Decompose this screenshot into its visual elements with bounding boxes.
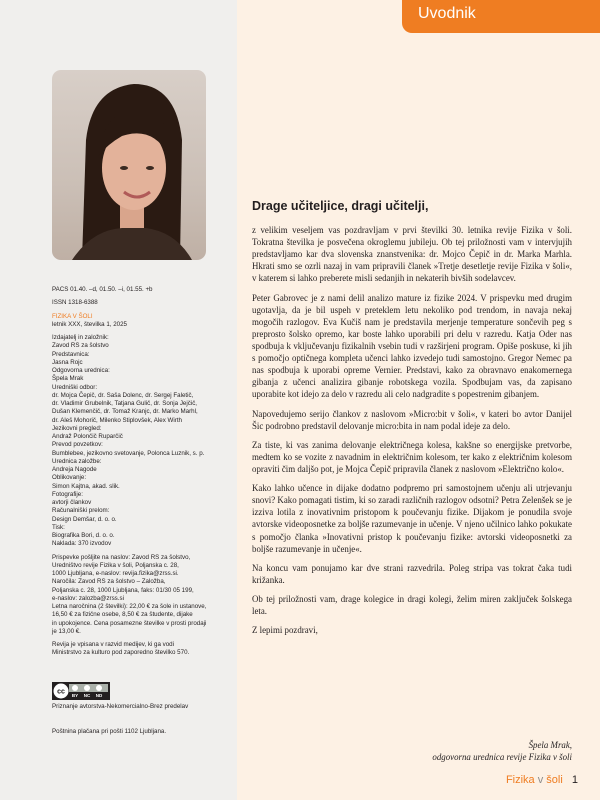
license-text: Priznanje avtorstva-Nekomercialno-Brez predelav <box>52 703 189 710</box>
address-block <box>52 554 234 637</box>
article-paragraph: Ob tej priložnosti vam, drage kolegice in dragi kolegi, želim miren zaključek šolskega leta. <box>252 593 572 617</box>
cc-license-badge <box>52 682 110 700</box>
address-line: Letna naročnina (2 številki): 22,00 € za šole in ustanove, <box>52 603 207 610</box>
staff-line: Špela Mrak <box>52 375 84 383</box>
staff-line: Fotografije: <box>52 490 83 498</box>
portrait-illustration <box>52 70 206 260</box>
staff-line: Urednica založbe: <box>52 457 102 465</box>
address-line: 1000 Ljubljana, e-naslov: revija.fizika@zrss.si. <box>52 570 179 577</box>
staff-line: Simon Kajtna, akad. slik. <box>52 482 120 490</box>
register-line: Ministrstvo za kulturo pod zaporedno številko 570. <box>52 649 190 657</box>
address-line: e-naslov: zalozba@zrss.si <box>52 594 124 602</box>
staff-line: dr. Vladimir Grubelnik, Tatjana Gulič, dr. Sonja Jejčič, <box>52 400 198 407</box>
register-note <box>52 641 234 658</box>
volume-info: letnik XXX, številka 1, 2025 <box>52 320 127 328</box>
staff-line: Izdajatelj in založnik: <box>52 334 109 341</box>
staff-line: Naklada: 370 izvodov <box>52 540 112 548</box>
staff-line: Uredniški odbor: <box>52 383 98 391</box>
footer-journal-part2: v <box>537 774 544 786</box>
footer-journal-part3: šoli <box>546 774 563 786</box>
address-line: Naročila: Zavod RS za šolstvo – Založba, <box>52 578 166 586</box>
address-line: je 13,00 €. <box>52 627 81 635</box>
staff-line: Dušan Klemenčič, dr. Tomaž Kranjc, dr. Marko Marhl, <box>52 408 198 416</box>
address-line: 16,50 € za fizične osebe, 8,50 € za študente, dijake <box>52 611 193 619</box>
staff-line: Tisk: <box>52 523 65 531</box>
journal-name: FIZIKA V ŠOLI <box>52 312 93 320</box>
address-line: Prispevke pošljite na naslov: Zavod RS za šolstvo, <box>52 553 191 561</box>
article-paragraph: Z lepimi pozdravi, <box>252 625 318 636</box>
address-line: Poljanska c. 28, 1000 Ljubljana, faks: 01/30 05 199, <box>52 586 194 594</box>
pacs-code: PACS 01.40. –d, 01.50. –i, 01.55. +b <box>52 286 153 293</box>
article-paragraph: Napovedujemo serijo člankov z naslovom »Micro:bit v šoli«, v kateri bo avtor Danijel Šic podrobno predstavil delovanje micro:bita in nam podal ideje za delo. <box>252 408 572 431</box>
staff-line: dr. Mojca Čepič, dr. Saša Dolenc, dr. Sergej Faletič, <box>52 391 194 399</box>
section-tab <box>402 0 600 33</box>
staff-line: Andraž Polončič Ruparčič <box>52 433 123 440</box>
staff-list <box>52 334 234 549</box>
staff-line: Biografika Bori, d. o. o. <box>52 532 115 539</box>
signature-role: odgovorna urednica revije Fizika v šoli <box>432 751 572 762</box>
address-line: in upokojence. Cena posamezne številke v prosti prodaji <box>52 619 207 627</box>
footer-journal-part1: Fizika <box>505 774 535 786</box>
nc-label: NC <box>83 693 91 698</box>
register-line: Revija je vpisana v razvid medijev, ki ga vodi <box>52 641 174 648</box>
staff-line: Jezikovni pregled: <box>52 424 102 432</box>
staff-line: Andreja Nagode <box>52 466 97 473</box>
staff-line: Odgovorna urednica: <box>52 367 110 374</box>
by-label: BY <box>71 693 79 698</box>
section-title: Uvodnik <box>418 5 476 22</box>
staff-line: Zavod RS za šolstvo <box>52 342 109 350</box>
staff-line: Design Demšar, d. o. o. <box>52 515 117 523</box>
staff-line: Prevod povzetkov: <box>52 441 103 449</box>
page-number: 1 <box>571 774 578 786</box>
article-paragraph: Na koncu vam ponujamo kar dve strani razvedrila. Poleg stripa vas tokrat čaka tudi križanka. <box>252 562 572 585</box>
staff-line: Računalniški prelom: <box>52 507 110 515</box>
signature <box>252 740 572 763</box>
article-paragraph: Kako lahko učence in dijake dodatno podpremo pri samostojnem učenju ali utrjevanju snovi? Kako pomagati tistim, ki so zaradi različnih razlogov odsotni? Petra Zelenšek se je izziva lotila z inovativnim pristopom k poučevanju fizike. Dijakom je ponudila svoje avtorske videoposnetke za boljše razumevanje in učenje. V njeno učilnico lahko pokukate s pomočjo članka »Inovativni pristop k poučevanju fizike: avtorski videoposnetki za boljše razumevanje in učenje«. <box>252 483 572 554</box>
issn: ISSN 1318-6388 <box>52 299 98 307</box>
signature-name: Špela Mrak, <box>528 740 572 750</box>
address-line: Uredništvo revije Fizika v šoli, Poljanska c. 28, <box>52 561 179 569</box>
staff-line: dr. Aleš Mohorič, Milenko Stiplovšek, Alex Wirth <box>52 416 182 424</box>
article-paragraph: Peter Gabrovec je z nami delil analizo mature iz fizike 2024. V prispevku med drugim ugotavlja, da je bil uspeh v preteklem letu nekoliko pod trendom, in navaja nekaj mogočih razlogov. Eva Kučiš nam je predstavila merjenje temperature sončevih peg s preprosto šolsko opremo, kar boste lahko uporabili pri delu v razredu. Katja Oder nas spodbuja k vključevanju fizikalnih vsebin tudi v razširjeni program. Opiše poskuse, ki jih s pomočjo optičnega kompleta učenci lahko izvedejo tudi samostojno. Gregor Nemec pa nas spodbuja k uporabi opreme Vernier. Predstavi, kako za obravnavo enakomernega gibanja z učenci analizira gibanje robotskega vozila. Spodbujam vas, da zapisano uporabite kot idejo za delo v razredu ali celo nadgradite s popestrenim gibanjem. <box>252 292 572 400</box>
article-greeting: Drage učiteljice, dragi učitelji, <box>252 199 429 213</box>
staff-line: Predstavnica: <box>52 350 90 358</box>
page-footer <box>468 774 578 786</box>
imprint <box>52 286 234 663</box>
article-paragraph: Za tiste, ki vas zanima delovanje električnega kolesa, kakšne so energijske pretvorbe, medtem ko se vozite z navadnim in električnim kolesom, ter kako z električnim kolesom opraviti čim daljšo pot, je Mojca Čepič pripravila članek z naslovom »Električno kolo«. <box>252 439 572 474</box>
staff-line: Bumblebee, jezikovno svetovanje, Polonca Luznik, s. p. <box>52 449 205 457</box>
editor-photo <box>52 70 206 260</box>
staff-line: avtorji člankov <box>52 499 92 506</box>
article-body <box>252 224 572 643</box>
postage-note: Poštnina plačana pri pošti 1102 Ljubljana. <box>52 728 167 735</box>
article-paragraph: z velikim veseljem vas pozdravljam v prvi številki 30. letnika revije Fizika v šoli. Tokratna številka je posvečena okroglemu jubileju. Ob tej priložnosti vam v intervjujih predstavljamo kar dva slovenska znanstvenika: dr. Mojco Čepič in dr. Marka Marhla. Hkrati smo se ozrli nazaj in vam pripravili članek »Tretje desetletje revije Fizika v šoli«, v katerem si lahko preberete misli sedanjih in nekaterih bivših sodelavcev. <box>252 225 572 284</box>
nd-label: ND <box>95 693 103 698</box>
staff-line: Oblikovanje: <box>52 474 87 482</box>
cc-icon: cc <box>57 688 65 696</box>
staff-line: Jasna Rojc <box>52 358 83 366</box>
